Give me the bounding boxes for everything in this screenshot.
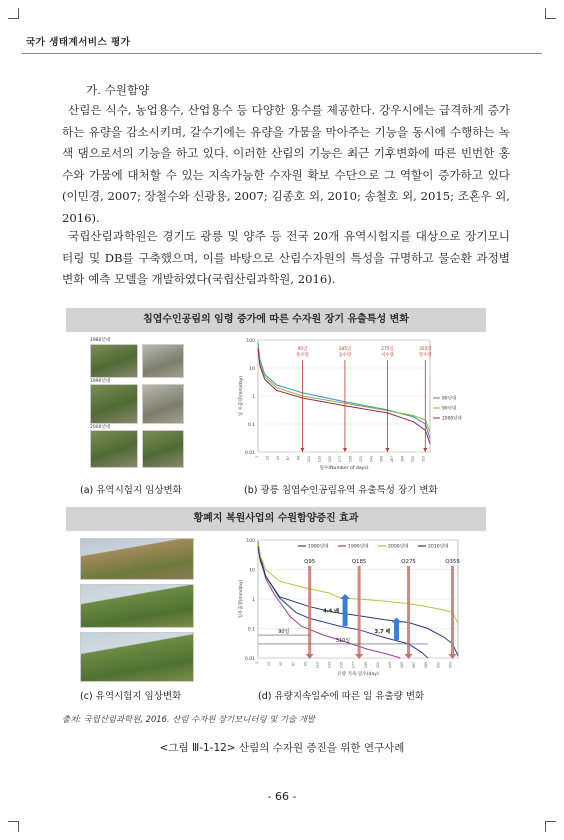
y-tick-label: 10: [249, 367, 255, 372]
y-tick-label: 10: [249, 568, 255, 574]
crop-mark-top-left: [8, 8, 19, 19]
annotation-type: 저수량: [381, 353, 394, 358]
crop-mark-bottom-left: [8, 821, 19, 832]
x-tick-label: 1: [255, 662, 259, 665]
x-tick-label: 23: [265, 456, 270, 461]
x-tick-label: 353: [448, 662, 453, 669]
photo-label-2000s: 2000년대: [90, 425, 111, 430]
x-tick-label: 287: [412, 662, 417, 669]
x-axis-label: 유량 지속 일수(day): [337, 672, 379, 677]
legend-label: 2000년대: [388, 544, 409, 550]
section-heading: 가. 수원함양: [86, 83, 150, 97]
figure-source: 출처: 국립산림과학원, 2016. 산림 수자원 장기모니터링 및 기술 개발: [62, 714, 316, 724]
x-tick-label: 309: [424, 662, 429, 669]
marker-bar: [451, 566, 454, 656]
photo-label-1990s: 1990년대: [90, 379, 111, 384]
annotation-type: 갈수량: [418, 353, 432, 358]
marker-label: Q275: [401, 559, 416, 565]
annotation-type: 풍수량: [338, 353, 352, 358]
y-tick-label: 100: [246, 339, 255, 344]
photo-1980s-site: [142, 344, 184, 378]
annotation-days: 275일: [381, 347, 394, 352]
figure-panel2-title: 황폐지 복원사업의 수원함양증진 효과: [66, 507, 486, 531]
photo-restoration-recent: [80, 632, 194, 682]
y-axis-label: 일유출량(mm/day): [239, 579, 244, 619]
x-axis-label: 일수(Number of days): [319, 466, 369, 471]
legend-label: 1990년대: [348, 544, 369, 550]
x-tick-label: 243: [387, 662, 392, 669]
figure-panel1-title: 침엽수인공림의 임령 증가에 따른 수자원 장기 유출특성 변화: [66, 308, 486, 332]
legend-label: 2000년대: [442, 416, 462, 422]
x-tick-label: 221: [375, 662, 380, 669]
x-tick-label: 265: [379, 456, 384, 463]
x-tick-label: 265: [400, 662, 405, 669]
marker-bar: [407, 566, 410, 656]
x-tick-label: 133: [327, 662, 332, 669]
ratio-label-1: 4.4 배: [323, 608, 340, 615]
x-tick-label: 45: [275, 456, 280, 461]
chart-b-flow-duration: [236, 334, 462, 474]
photo-2000s-site: [142, 430, 184, 468]
x-tick-label: 309: [400, 456, 405, 463]
x-tick-label: 331: [436, 662, 441, 669]
legend-label: 80년대: [442, 396, 457, 402]
x-tick-label: 199: [363, 662, 368, 669]
photo-1980s-forest: [90, 344, 138, 378]
caption-c: (c) 유역시험지 임상변화: [80, 691, 182, 702]
x-tick-label: 353: [421, 456, 426, 463]
chart-d-flow-duration: [236, 534, 466, 682]
annotation-type: 홍수량: [296, 353, 309, 358]
x-tick-label: 45: [279, 662, 284, 667]
legend-label: 1980년대: [308, 544, 329, 550]
marker-bar: [308, 566, 311, 656]
annotation-days: 185일: [338, 347, 352, 352]
photo-restoration-mid: [80, 584, 194, 628]
legend-label: 90년대: [442, 406, 457, 412]
ratio-arrow-1: [343, 599, 348, 626]
x-tick-label: 89: [296, 456, 301, 461]
marker-bar: [358, 566, 361, 656]
y-tick-label: 1: [252, 395, 255, 400]
photo-1990s-site: [142, 384, 184, 424]
x-tick-label: 111: [306, 456, 311, 463]
marker-label: Q95: [304, 559, 316, 565]
x-tick-label: 221: [358, 456, 363, 463]
photo-restoration-early: [80, 538, 194, 580]
y-tick-label: 0.1: [247, 423, 255, 428]
crop-mark-bottom-right: [545, 821, 556, 832]
caption-d: (d) 유량지속일수에 따른 일 유출량 변화: [258, 691, 425, 702]
crop-mark-top-right: [545, 8, 556, 19]
annotation-days: 95일: [297, 347, 308, 352]
header-rule: [22, 53, 542, 54]
y-tick-label: 0.01: [244, 657, 255, 662]
x-tick-label: 331: [410, 456, 415, 463]
y-tick-label: 100: [246, 539, 255, 544]
x-tick-label: 23: [267, 662, 272, 667]
span-label-90: 90일: [278, 629, 290, 636]
annotation-days: 355일: [418, 347, 432, 352]
x-tick-label: 199: [348, 456, 353, 463]
x-tick-label: 287: [390, 456, 395, 463]
x-tick-label: 67: [291, 662, 296, 667]
x-tick-label: 133: [317, 456, 322, 463]
photo-1990s-forest: [90, 384, 138, 424]
span-label-310: 310일: [335, 637, 351, 644]
photo-label-1980s: 1980년대: [90, 338, 111, 343]
x-tick-label: 155: [327, 456, 332, 463]
marker-label: Q185: [351, 559, 367, 565]
ratio-arrow-2: [394, 622, 399, 640]
figure-title: <그림 Ⅲ-1-12> 산림의 수자원 증진을 위한 연구사례: [159, 742, 405, 754]
y-tick-label: 0.01: [244, 451, 255, 456]
legend-label: 2010년대: [428, 544, 449, 550]
x-tick-label: 89: [303, 662, 308, 667]
y-axis-label: 일 유출량(mm/day): [239, 376, 244, 416]
x-tick-label: 1: [255, 456, 259, 459]
caption-b: (b) 광릉 침엽수인공림유역 유출특성 장기 변화: [244, 485, 438, 496]
x-tick-label: 243: [369, 456, 374, 463]
page-number: - 66 -: [267, 790, 297, 803]
y-tick-label: 1: [252, 598, 255, 603]
x-tick-label: 67: [286, 456, 291, 461]
y-tick-label: 0.1: [247, 627, 255, 633]
running-header: 국가 생태계서비스 평가: [26, 37, 131, 48]
x-tick-label: 177: [351, 662, 356, 669]
photo-2000s-forest: [90, 430, 138, 468]
paragraph-2: 국립산림과학원은 경기도 광릉 및 양주 등 전국 20개 유역시험지를 대상으로 장기모니터링 및 DB를 구축했으며, 이를 바탕으로 산림수자원의 특성을 규명하고 물순환 과정별 변화 예측 모델을 개발하였다(국립산림과학원, 2016).: [62, 229, 510, 287]
marker-label: Q355: [445, 559, 460, 565]
ratio-label-2: 3.7 배: [374, 629, 391, 636]
caption-a: (a) 유역시험지 임상변화: [80, 485, 182, 496]
x-tick-label: 155: [339, 662, 344, 669]
paragraph-1: 산림은 식수, 농업용수, 산업용수 등 다양한 용수를 제공한다. 강우시에는 급격하게 증가하는 유량을 감소시키며, 갈수기에는 유량을 가뭄을 막아주는 기능을 동시에 수행하는 녹색 댐으로서의 기능을 하고 있다. 이러한 산림의 기능은 최근 기후변화에 따른 빈번한 홍수와 가뭄에 대처할 수 있는 지속가능한 수자원 확보 수단으로 그 역할이 증가하고 있다(이민경, 2007; 장철수와 신광용, 2007; 김종호 외, 2010; 송철호 외, 2015; 조혼우 외, 2016).: [62, 103, 510, 225]
x-tick-label: 111: [315, 662, 320, 669]
x-tick-label: 177: [338, 456, 343, 463]
